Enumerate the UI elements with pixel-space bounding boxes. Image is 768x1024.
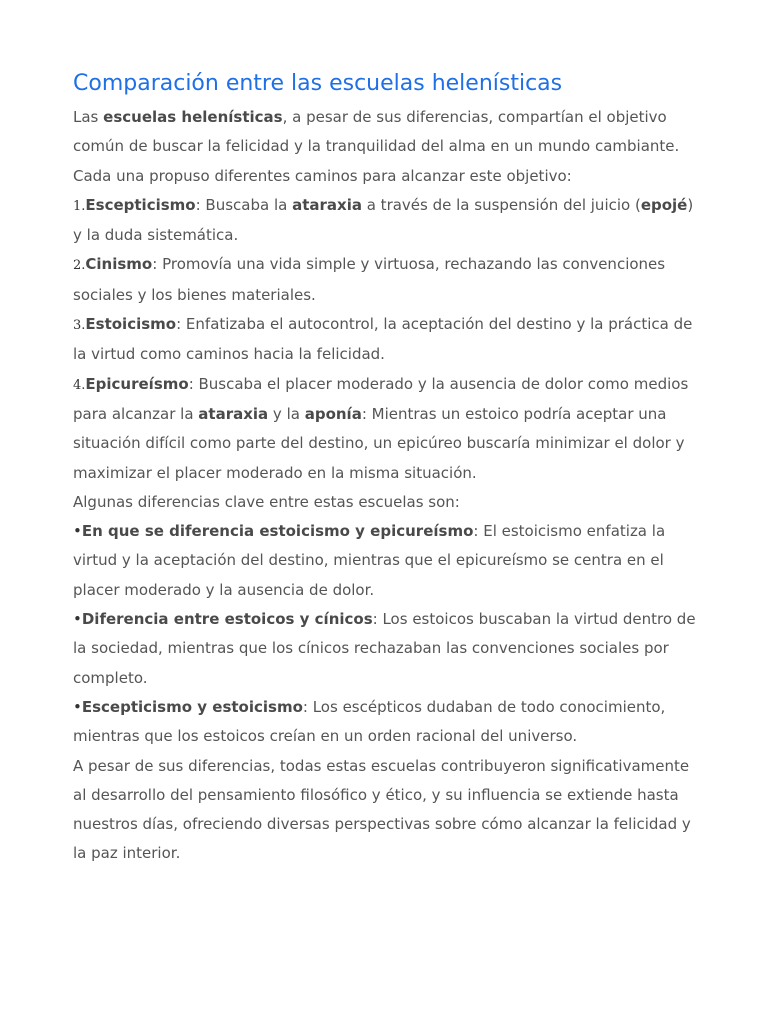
bullet-icon: • (73, 697, 82, 716)
conclusion-paragraph: A pesar de sus diferencias, todas estas escuelas contribuyeron significativamente al desarrollo del pensamiento filosófico y ético, y su influencia se extiende hasta nuestros días, ofreciendo diversas perspectivas sobre cómo alcanzar la felicidad y la paz interior. (73, 756, 691, 863)
bullet-text: : El estoicismo enfatiza la virtud y la aceptación del destino, mientras que el epicureísmo se centra en el placer moderado y la ausencia de dolor. (73, 522, 666, 599)
numbered-item-epicureismo (73, 370, 698, 488)
numbered-item-cinismo (73, 250, 698, 310)
intro-bold-term: escuelas helenísticas (103, 108, 283, 126)
item-text: : Mientras un estoico podría aceptar una situación difícil como parte del destino, un epicúreo buscaría minimizar el dolor y maximizar el placer moderado en la misma situación. (73, 404, 685, 482)
item-term: Estoicismo (85, 315, 177, 334)
item-bold-term: epojé (640, 195, 688, 214)
numbered-item-estoicismo (73, 310, 698, 370)
item-number: 3. (73, 318, 86, 334)
item-term: Epicureísmo (85, 374, 189, 393)
item-bold-term: ataraxia (292, 195, 362, 214)
document-page (73, 66, 698, 869)
item-number: 4. (73, 377, 86, 393)
item-number: 2. (73, 258, 86, 274)
bullet-term: Diferencia entre estoicos y cínicos (81, 610, 373, 629)
bullet-term: En que se diferencia estoicismo y epicureísmo (81, 522, 474, 541)
item-text: ) y la duda sistemática. (73, 195, 694, 245)
bullet-item-escepticismo-estoicismo (73, 693, 698, 752)
bullet-text: : Los estoicos buscaban la virtud dentro de la sociedad, mientras que los cínicos rechazaban las convenciones sociales por completo. (73, 610, 696, 687)
bullet-icon: • (73, 610, 82, 629)
item-text: : Buscaba el placer moderado y la ausencia de dolor como medios para alcanzar la (73, 374, 689, 423)
differences-intro: Algunas diferencias clave entre estas escuelas son: (73, 492, 460, 511)
item-bold-term: ataraxia (198, 404, 269, 423)
bullet-item-estoicismo-epicureismo (73, 517, 698, 605)
item-text: y la (268, 404, 305, 423)
intro-text: Las (73, 108, 104, 126)
document-title: Comparación entre las escuelas helenísticas (73, 71, 563, 96)
numbered-item-escepticismo (73, 191, 698, 251)
intro-paragraph (73, 103, 698, 191)
item-number: 1. (73, 198, 86, 214)
item-text: : Promovía una vida simple y virtuosa, rechazando las convenciones sociales y los bienes materiales. (73, 255, 666, 304)
item-term: Escepticismo (85, 195, 196, 214)
item-text: : Buscaba la (195, 195, 293, 214)
bullet-term: Escepticismo y estoicismo (81, 697, 303, 716)
intro-text: , a pesar de sus diferencias, compartían el objetivo común de buscar la felicidad y la tranquilidad del alma en un mundo cambiante. Cada una propuso diferentes caminos para alcanzar este objetivo: (73, 108, 680, 185)
item-term: Cinismo (85, 255, 153, 274)
item-bold-term: aponía (304, 404, 362, 423)
bullet-text: : Los escépticos dudaban de todo conocimiento, mientras que los estoicos creían en un orden racional del universo. (73, 697, 666, 746)
bullet-item-estoicos-cinicos (73, 605, 698, 693)
item-text: : Enfatizaba el autocontrol, la aceptación del destino y la práctica de la virtud como caminos hacia la felicidad. (73, 315, 693, 364)
item-text: a través de la suspensión del juicio ( (361, 195, 641, 214)
bullet-icon: • (73, 522, 82, 541)
